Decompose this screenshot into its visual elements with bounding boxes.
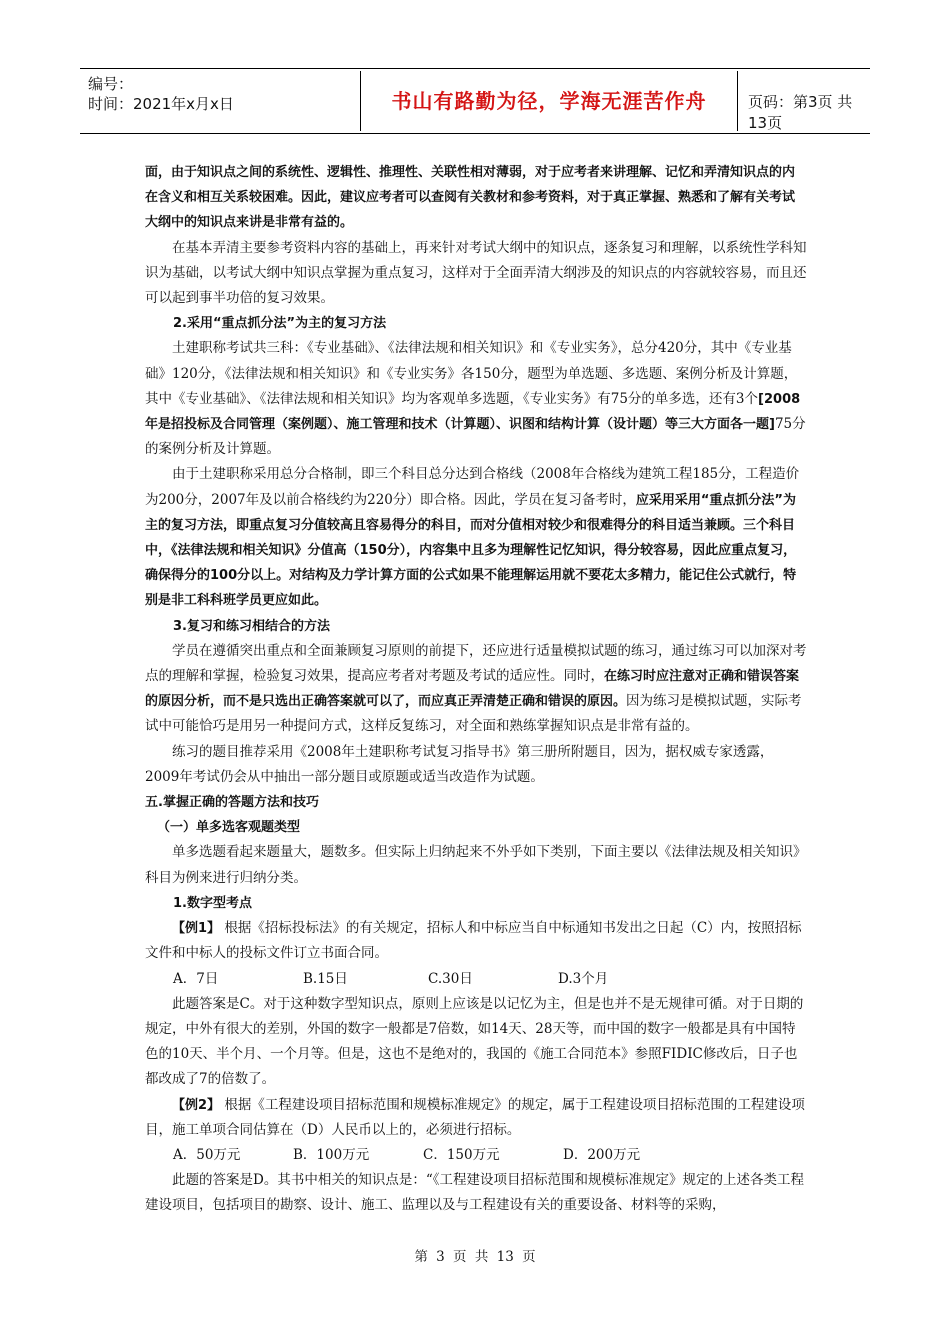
example-label: 【例1】 <box>172 921 221 937</box>
paragraph: 在基本弄清主要参考资料内容的基础上，再来针对考试大纲中的知识点，逐条复习和理解，以系统性学科知识为基础，以考试大纲中知识点掌握为重点复习，这样对于全面弄清大纲涉及的知识点的内容就较容易，而且还可以起到事半功倍的复习效果。 <box>145 239 807 307</box>
section-heading-3: 3.复习和练习相结合的方法 <box>173 618 330 634</box>
paragraph <box>145 336 807 462</box>
option-a: A．7日 <box>173 970 219 987</box>
option-d: D．200万元 <box>563 1146 641 1163</box>
page-footer: 第 3 页 共 13 页 <box>414 1249 536 1265</box>
paragraph: 此题的答案是D。其书中相关的知识点是：“《工程建设项目招标范围和规模标准规定》规定的上述各类工程建设项目，包括项目的勘察、设计、施工、监理以及与工程建设有关的重要设备、材料等的采购， <box>145 1172 804 1214</box>
header-page-info: 页码：第3页 共13页 <box>748 93 853 132</box>
paragraph: 此题答案是C。对于这种数字型知识点，原则上应该是以记忆为主，但是也并不是无规律可循。对于日期的规定，中外有很大的差别，外国的数字一般都是7倍数，如14天、28天等，而中国的数字一般都是具有中国特色的10天、半个月、一个月等。但是，这也不是绝对的，我国的《施工合同范本》参照FIDIC修改后，日子也都改成了7的倍数了。 <box>145 995 804 1088</box>
option-d: D.3个月 <box>558 970 609 987</box>
section-heading-5: 五.掌握正确的答题方法和技巧 <box>145 795 319 811</box>
example-1 <box>145 916 807 966</box>
document-body <box>145 160 807 1219</box>
example-text: 根据《工程建设项目招标范围和规模标准规定》的规定，属于工程建设项目招标范围的工程建设项目，施工单项合同估算在（D）人民币以上的，必须进行招标。 <box>145 1096 805 1138</box>
bold-text-run: 应采用采用“重点抓分法”为主的复习方法，即重点复习分值较高且容易得分的科目，而对分值相对较少和很难得分的科目适当兼顾。三个科目中，《法律法规和相关知识》分值高（150分），内容集中且多为理解性记忆知识，得分较容易，因此应重点复习，确保得分的100分以上。对结构及力学计算方面的公式如果不能理解运用就不要花太多精力，能记住公式就行，特别是非工科科班学员更应如此。 <box>145 492 797 609</box>
option-b: B．100万元 <box>293 1146 370 1163</box>
paragraph: 单多选题看起来题量大，题数多。但实际上归纳起来不外乎如下类别，下面主要以《法律法规及相关知识》科目为例来进行归纳分类。 <box>145 844 807 886</box>
text-run: 因为练习是模拟试题，实际考试中可能恰巧是用另一种提问方式，这样反复练习，对全面和熟练掌握知识点是非常有益的。 <box>145 693 802 735</box>
document-date: 时间：2021年x月x日 <box>88 95 234 113</box>
topic-heading: 1.数字型考点 <box>173 895 252 911</box>
text-run: 由于土建职称采用总分合格制，即三个科目总分达到合格线（2008年合格线为建筑工程185分，工程造价为200分，2007年及以前合格线约为220分）即合格。因此，学员在复习备考时， <box>145 466 800 508</box>
option-c: C.30日 <box>428 970 473 987</box>
example-1-options <box>145 967 807 992</box>
paragraph-continued: 面，由于知识点之间的系统性、逻辑性、推理性、关联性相对薄弱，对于应考者来讲理解、记忆和弄清知识点的内在含义和相互关系较困难。因此，建议应考者可以查阅有关教材和参考资料，对于真正掌握、熟悉和了解有关考试大纲中的知识点来讲是非常有益的。 <box>145 165 796 231</box>
text-run: 土建职称考试共三科：《专业基础》、《法律法规和相关知识》和《专业实务》，总分420分，其中《专业基础》120分，《法律法规和相关知识》和《专业实务》各150分，题型为单选题、多选题、案例分析及计算题，其中《专业基础》、《法律法规和相关知识》均为客观单多选题，《专业实务》有75分的单多选，还有3个 <box>145 340 798 407</box>
subsection-heading: （一）单多选客观题类型 <box>157 820 301 836</box>
document-number-label: 编号： <box>88 75 134 93</box>
paragraph: 练习的题目推荐采用《2008年土建职称考试复习指导书》第三册所附题目，因为，据权威专家透露，2009年考试仍会从中抽出一部分题目或原题或适当改造作为试题。 <box>145 743 774 785</box>
section-heading-2: 2.采用“重点抓分法”为主的复习方法 <box>173 316 387 332</box>
option-a: A．50万元 <box>173 1146 241 1163</box>
header-motto: 书山有路勤为径，学海无涯苦作舟 <box>360 71 738 131</box>
bold-text-run: 在练习时应注意对正确和错误答案的原因分析，而不是只选出正确答案就可以了，而应真正弄清楚正确和错误的原因。 <box>145 669 800 710</box>
example-2-options <box>145 1143 807 1168</box>
text-run: 学员在遵循突出重点和全面兼顾复习原则的前提下，还应进行适量模拟试题的练习，通过练习可以加深对考点的理解和掌握，检验复习效果，提高应考者对考题及考试的适应性。同时， <box>145 642 807 685</box>
page-header <box>80 68 870 134</box>
option-b: B.15日 <box>303 970 348 987</box>
bold-text-run: [2008年是招投标及合同管理（案例题）、施工管理和技术（计算题）、识图和结构计算（设计题）等三大方面各一题] <box>145 391 801 433</box>
option-c: C．150万元 <box>423 1146 500 1163</box>
example-2 <box>145 1093 807 1143</box>
example-label: 【例2】 <box>172 1097 221 1113</box>
paragraph <box>145 639 807 740</box>
example-text: 根据《招标投标法》的有关规定，招标人和中标应当自中标通知书发出之日起（C）内，按照招标文件和中标人的投标文件订立书面合同。 <box>145 920 802 962</box>
header-info <box>88 74 288 114</box>
paragraph <box>145 462 807 613</box>
text-run: 75分的案例分析及计算题。 <box>145 416 806 458</box>
